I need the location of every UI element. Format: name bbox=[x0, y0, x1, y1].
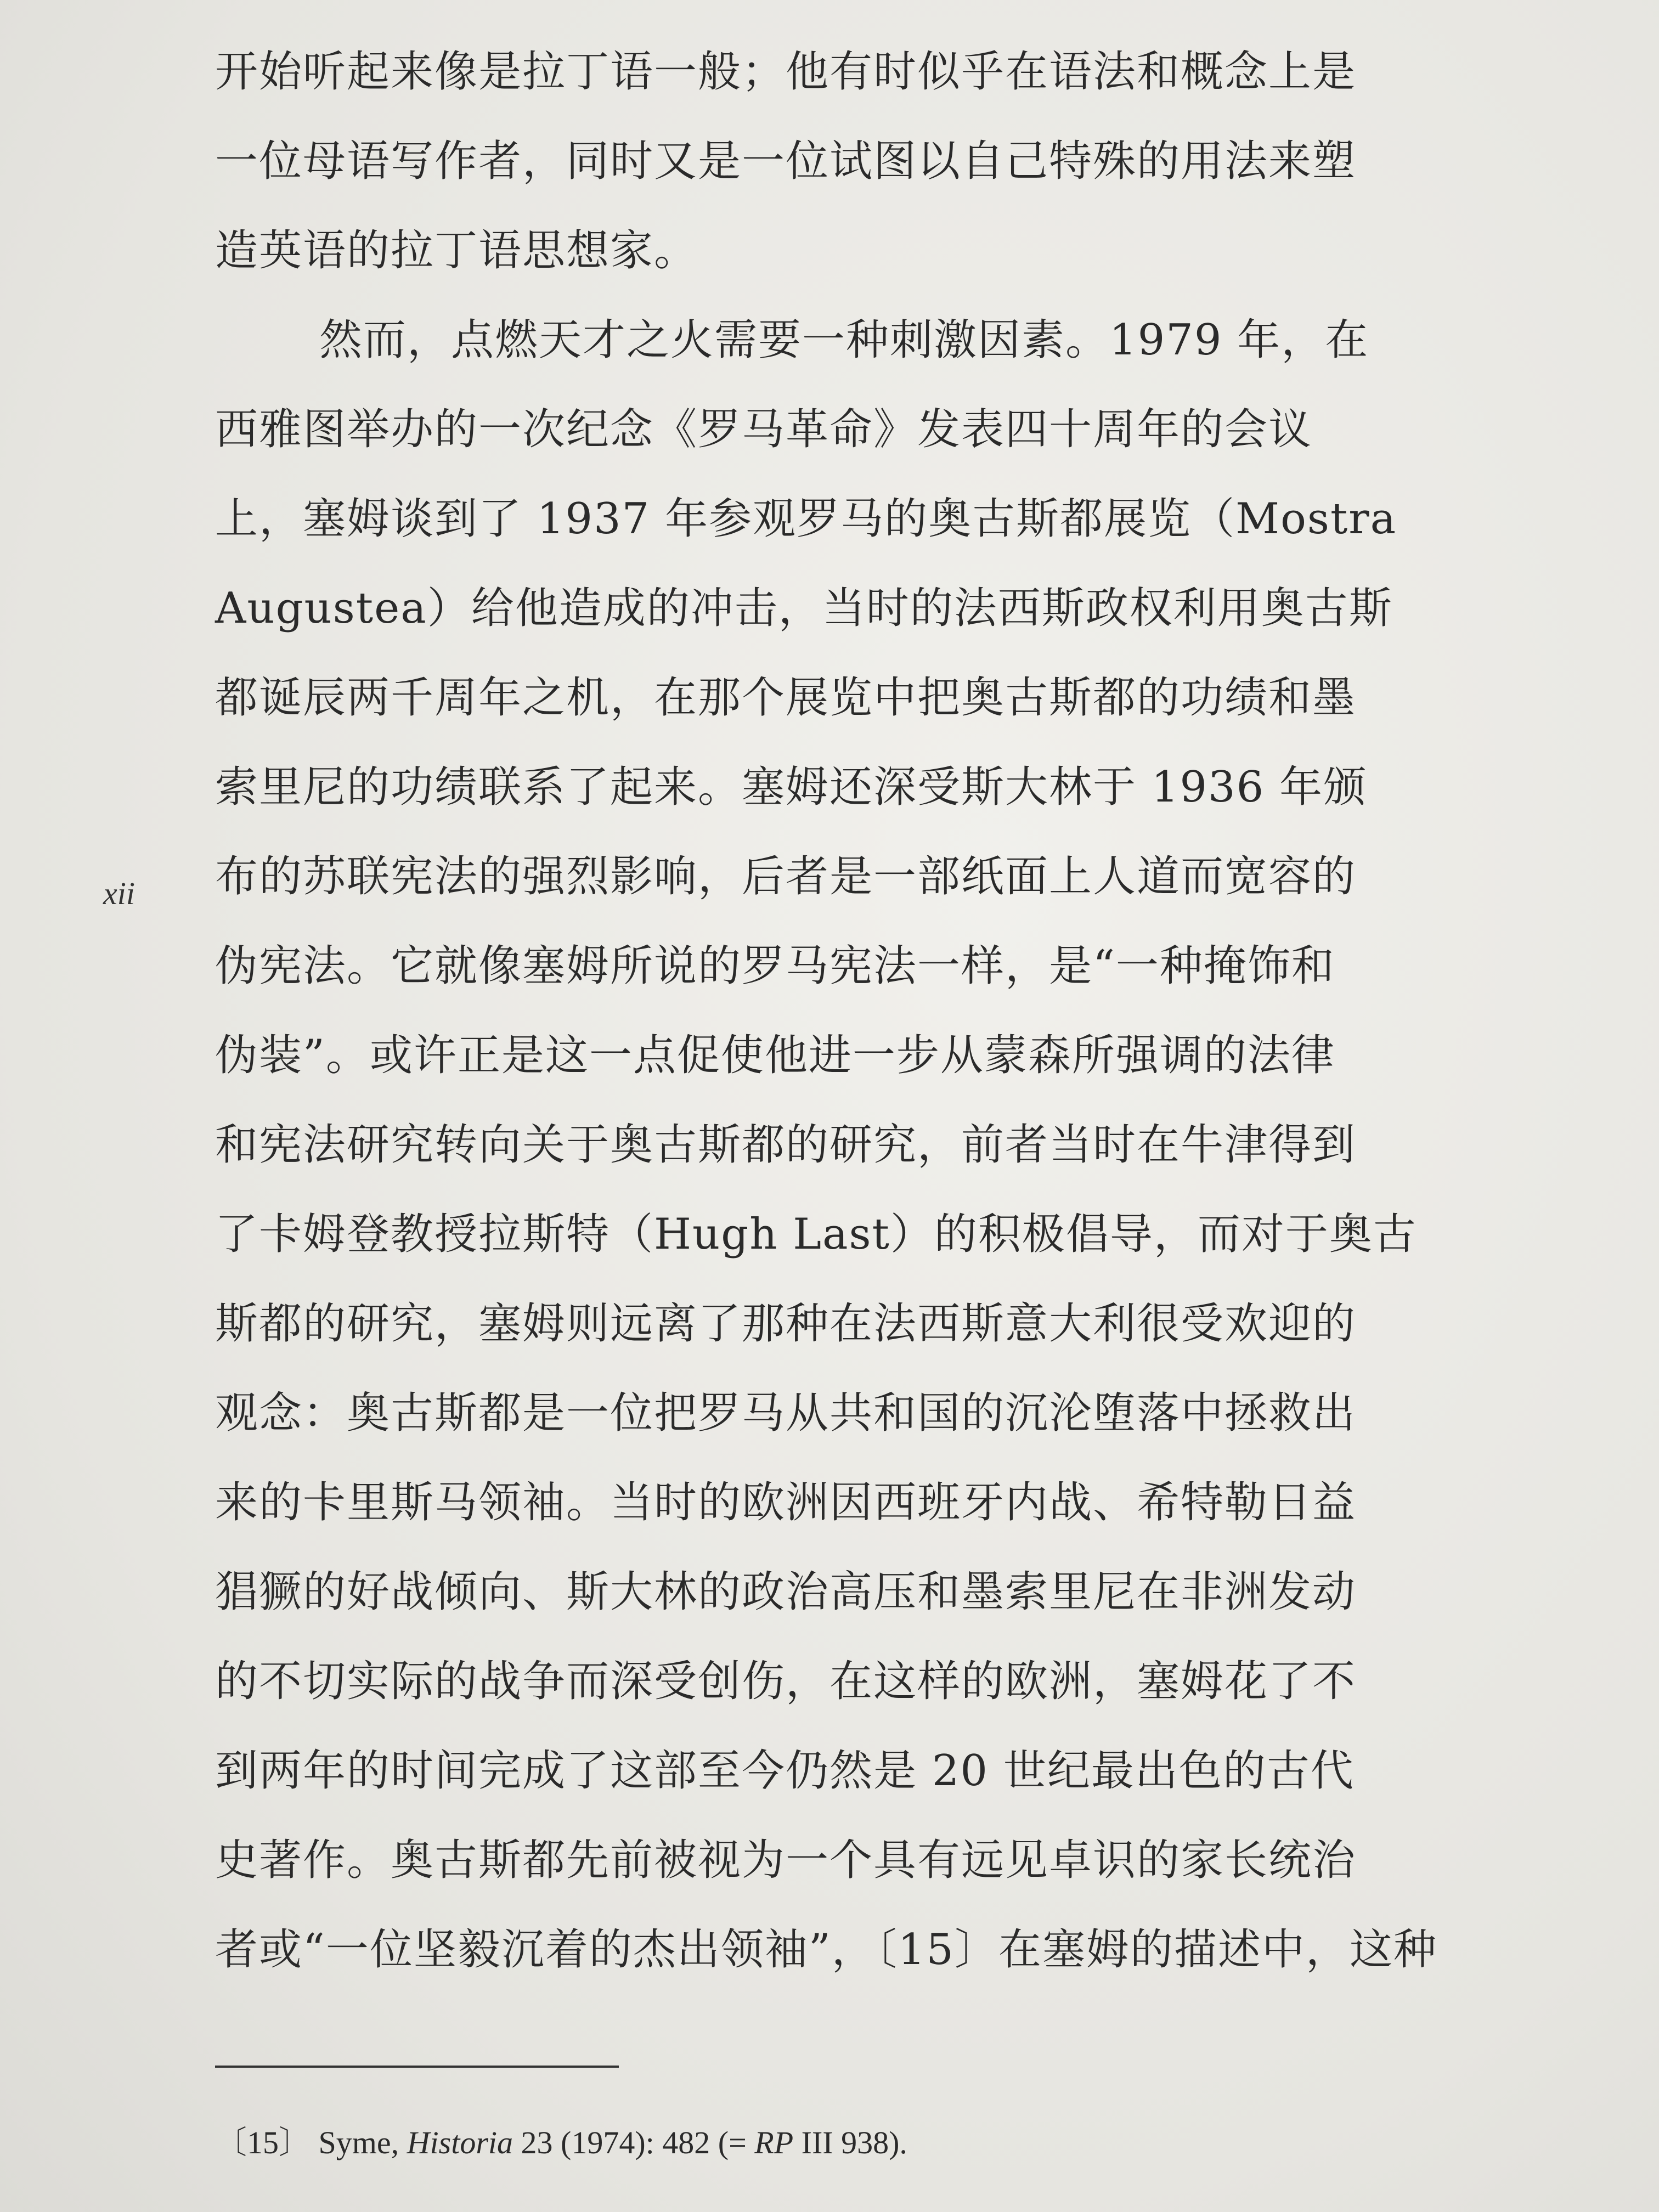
footnote-journal: Historia bbox=[407, 2125, 514, 2160]
page-number: xii bbox=[103, 876, 135, 911]
footnote-divider bbox=[215, 2066, 619, 2068]
text-line: 开始听起来像是拉丁语一般；他有时似乎在语法和概念上是 bbox=[215, 47, 1357, 97]
text-line: 猖獗的好战倾向、斯大林的政治高压和墨索里尼在非洲发动 bbox=[215, 1567, 1357, 1617]
text-line: 斯都的研究，塞姆则远离了那种在法西斯意大利很受欢迎的 bbox=[215, 1299, 1357, 1348]
footnote-marker: 〔15〕 bbox=[215, 2125, 311, 2160]
text-line: 布的苏联宪法的强烈影响，后者是一部纸面上人道而宽容的 bbox=[215, 852, 1357, 901]
text-line: 观念：奥古斯都是一位把罗马从共和国的沉沦堕落中拯救出 bbox=[215, 1389, 1357, 1438]
text-line: 一位母语写作者，同时又是一位试图以自己特殊的用法来塑 bbox=[215, 137, 1357, 186]
text-line: 然而，点燃天才之火需要一种刺激因素。1979 年，在 bbox=[319, 315, 1369, 365]
text-line: 的不切实际的战争而深受创伤，在这样的欧洲，塞姆花了不 bbox=[215, 1657, 1357, 1706]
text-line: 史著作。奥古斯都先前被视为一个具有远见卓识的家长统治 bbox=[215, 1836, 1357, 1885]
footnote-ref-abbrev: RP bbox=[754, 2125, 794, 2160]
footnote-author: Syme, bbox=[318, 2125, 399, 2160]
footnote-ref-rest: III 938). bbox=[801, 2125, 907, 2160]
text-line: 都诞辰两千周年之机，在那个展览中把奥古斯都的功绩和墨 bbox=[215, 673, 1357, 723]
footnote bbox=[215, 2117, 907, 2163]
text-line: 上，塞姆谈到了 1937 年参观罗马的奥古斯都展览（Mostra bbox=[215, 494, 1397, 544]
text-line: 伪宪法。它就像塞姆所说的罗马宪法一样，是“一种掩饰和 bbox=[215, 941, 1335, 991]
main-text bbox=[215, 27, 1455, 1995]
text-line: 和宪法研究转向关于奥古斯都的研究，前者当时在牛津得到 bbox=[215, 1120, 1357, 1170]
text-line: Augustea）给他造成的冲击，当时的法西斯政权利用奥古斯 bbox=[215, 584, 1393, 633]
text-line: 到两年的时间完成了这部至今仍然是 20 世纪最出色的古代 bbox=[215, 1746, 1355, 1796]
text-line: 来的卡里斯马领袖。当时的欧洲因西班牙内战、希特勒日益 bbox=[215, 1478, 1357, 1527]
text-line: 西雅图举办的一次纪念《罗马革命》发表四十周年的会议 bbox=[215, 405, 1313, 454]
text-line: 索里尼的功绩联系了起来。塞姆还深受斯大林于 1936 年颁 bbox=[215, 763, 1368, 812]
text-line: 伪装”。或许正是这一点促使他进一步从蒙森所强调的法律 bbox=[215, 1031, 1335, 1080]
footnote-citation: 23 (1974): 482 (= bbox=[521, 2125, 747, 2160]
text-line: 者或“一位坚毅沉着的杰出领袖”，〔15〕在塞姆的描述中，这种 bbox=[215, 1925, 1438, 1974]
text-line: 了卡姆登教授拉斯特（Hugh Last）的积极倡导，而对于奥古 bbox=[215, 1210, 1417, 1259]
text-line: 造英语的拉丁语思想家。 bbox=[215, 226, 698, 275]
